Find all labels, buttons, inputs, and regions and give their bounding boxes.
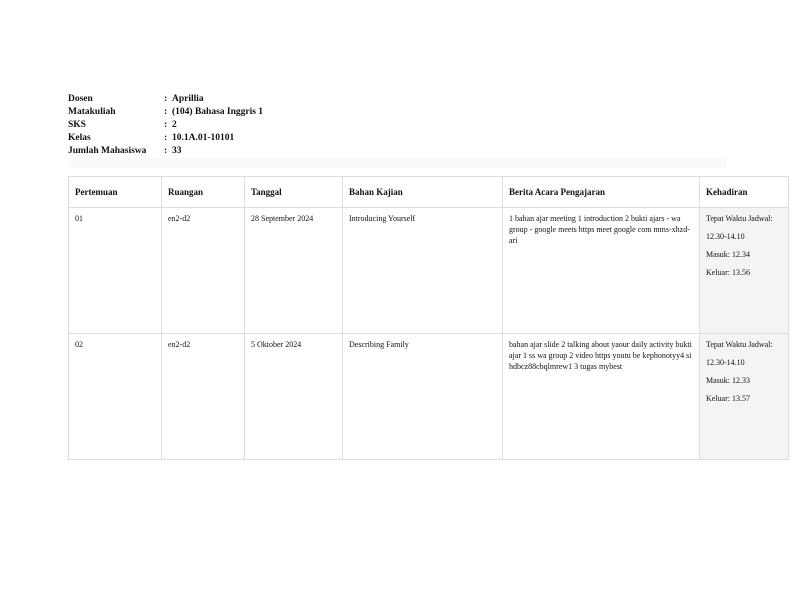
info-row-sks bbox=[68, 119, 263, 132]
header-tanggal: Tanggal bbox=[245, 177, 343, 208]
info-colon: : bbox=[164, 133, 168, 143]
info-label: SKS bbox=[68, 120, 86, 130]
header-bahan-kajian: Bahan Kajian bbox=[343, 177, 503, 208]
cell-bahan-kajian: Describing Family bbox=[343, 334, 503, 460]
attendance-out: Keluar: 13.57 bbox=[706, 394, 750, 403]
info-label: Jumlah Mahasiswa bbox=[68, 146, 147, 156]
cell-kehadiran bbox=[700, 334, 789, 460]
cell-kehadiran bbox=[700, 208, 789, 334]
info-row-jumlah-mahasiswa bbox=[68, 145, 263, 158]
info-colon: : bbox=[164, 120, 168, 130]
info-value: (104) Bahasa Inggris 1 bbox=[172, 107, 264, 117]
info-colon: : bbox=[164, 107, 168, 117]
course-info bbox=[68, 93, 263, 158]
info-value: 10.1A.01-10101 bbox=[172, 133, 235, 143]
attendance-in: Masuk: 12.34 bbox=[706, 250, 750, 259]
cell-ruangan: en2-d2 bbox=[162, 334, 245, 460]
info-row-matakuliah bbox=[68, 106, 263, 119]
info-value: 2 bbox=[172, 120, 177, 130]
cell-pertemuan: 02 bbox=[69, 334, 162, 460]
cell-ruangan: en2-d2 bbox=[162, 208, 245, 334]
cell-berita-acara: bahan ajar slide 2 talking about yaour daily activity bukti ajar 1 ss wa group 2 video https youtu be kephonotyy4 si hdbcz88cbqlmrew1 3 tugas mybest bbox=[503, 334, 700, 460]
header-kehadiran: Kehadiran bbox=[700, 177, 789, 208]
info-colon: : bbox=[164, 94, 168, 104]
attendance-status: Tepat Waktu Jadwal: bbox=[706, 214, 773, 223]
attendance-status: Tepat Waktu Jadwal: bbox=[706, 340, 773, 349]
header-ruangan: Ruangan bbox=[162, 177, 245, 208]
divider bbox=[68, 158, 726, 168]
info-label: Matakuliah bbox=[68, 107, 116, 117]
attendance-schedule: 12.30-14.10 bbox=[706, 232, 745, 241]
info-label: Dosen bbox=[68, 94, 93, 104]
header-berita-acara: Berita Acara Pengajaran bbox=[503, 177, 700, 208]
attendance-out: Keluar: 13.56 bbox=[706, 268, 750, 277]
info-row-dosen bbox=[68, 93, 263, 106]
header-pertemuan: Pertemuan bbox=[69, 177, 162, 208]
info-label: Kelas bbox=[68, 133, 91, 143]
info-colon: : bbox=[164, 146, 168, 156]
schedule-table bbox=[68, 176, 789, 460]
info-row-kelas bbox=[68, 132, 263, 145]
cell-bahan-kajian: Introducing Yourself bbox=[343, 208, 503, 334]
table-header-row bbox=[69, 177, 789, 208]
info-value: 33 bbox=[172, 146, 182, 156]
table-row bbox=[69, 334, 789, 460]
cell-berita-acara: 1 bahan ajar meeting 1 introduction 2 bukti ajars - wa group - google meets https meet google com mms-xhzd-ari bbox=[503, 208, 700, 334]
cell-pertemuan: 01 bbox=[69, 208, 162, 334]
cell-tanggal: 28 September 2024 bbox=[245, 208, 343, 334]
cell-tanggal: 5 Oktober 2024 bbox=[245, 334, 343, 460]
attendance-in: Masuk: 12.33 bbox=[706, 376, 750, 385]
attendance-schedule: 12.30-14.10 bbox=[706, 358, 745, 367]
table-row bbox=[69, 208, 789, 334]
info-value: Aprillia bbox=[172, 94, 204, 104]
